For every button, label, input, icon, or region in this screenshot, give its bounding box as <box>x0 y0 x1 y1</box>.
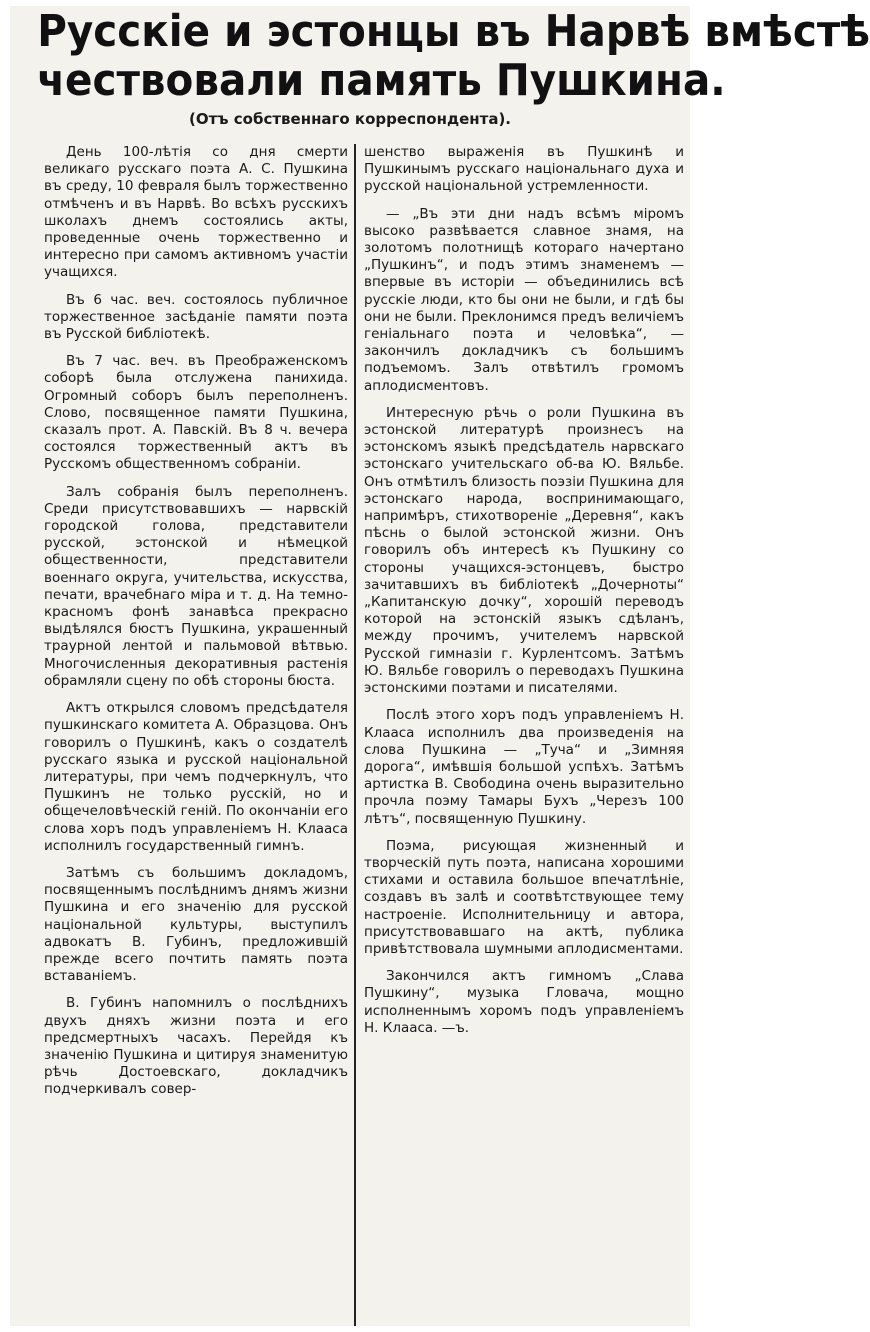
paragraph: День 100-лѣтія со дня смерти великаго русскаго поэта А. С. Пушкина въ среду, 10 февраля былъ торжественно отмѣченъ и въ Нарвѣ. Во всѣхъ русскихъ школахъ днемъ состоялись акты, проведенные очень торжественно и интересно при самомъ активномъ участіи учащихся. <box>44 144 348 281</box>
paragraph: — „Въ эти дни надъ всѣмъ міромъ высоко развѣвается славное знамя, на золотомъ полотнищѣ котораго начертано „Пушкинъ“, и подъ этимъ знаменемъ — впервые въ исторіи — объединились всѣ русскіе люди, кто бы они не были, и гдѣ бы они не были. Преклонимся предъ величіемъ геніальнаго поэта и человѣка“, — закончилъ докладчикъ съ большимъ подъемомъ. Залъ отвѣтилъ громомъ аплодисментовъ. <box>364 205 684 394</box>
paragraph: Въ 6 час. веч. состоялось публичное торжественное засѣданіе памяти поэта въ Русской библіотекѣ. <box>44 291 348 343</box>
newspaper-clipping <box>10 6 870 1326</box>
paragraph: Закончился актъ гимномъ „Слава Пушкину“, музыка Гловача, мощно исполненнымъ хоромъ подъ управленіемъ Н. Клааса. —ъ. <box>364 968 684 1036</box>
paragraph: шенство выраженія въ Пушкинѣ и Пушкинымъ русскаго національнаго духа и русской національной устремленности. <box>364 144 684 195</box>
headline-line-1: Русскіе и эстонцы въ Нарвѣ вмѣстѣ <box>37 6 870 57</box>
paragraph: Актъ открылся словомъ предсѣдателя пушкинскаго комитета А. Образцова. Онъ говорилъ о Пушкинѣ, какъ о создателѣ русскаго языка и русской національной литературы, при чемъ подчеркнулъ, что Пушкинъ не только русскій, но и общечеловѣческій геній. По окончаніи его слова хоръ подъ управленіемъ Н. Клааса исполнилъ государственный гимнъ. <box>44 700 348 854</box>
paragraph: Поэма, рисующая жизненный и творческій путь поэта, написана хорошими стихами и оставила большое впечатлѣніе, создавъ въ залѣ и соотвѣтствующее тему настроеніе. Исполнительницу и автора, присутствовавшаго на актѣ, публика привѣтствовала шумными аплодисментами. <box>364 837 684 957</box>
paragraph: Интересную рѣчь о роли Пушкина въ эстонской литературѣ произнесъ на эстонскомъ языкѣ предсѣдатель нарвскаго эстонскаго учительскаго об-ва Ю. Вяльбе. Онъ отмѣтилъ близость поэзіи Пушкина для эстонскаго народа, воспринимающаго, напримѣръ, стихотвореніе „Деревня“, какъ пѣснь о былой эстонской жизни. Онъ говорилъ объ интересѣ къ Пушкину со стороны учащихся-эстонцевъ, быстро зачитавшихъ въ библіотекѣ „Дочерноты“ „Капитанскую дочку“, хорошій переводъ которой на эстонскій языкъ сдѣланъ, между прочимъ, учителемъ нарвской Русской гимназіи г. Курлентсомъ. Затѣмъ Ю. Вяльбе говорилъ о переводахъ Пушкина эстонскими поэтами и писателями. <box>364 404 684 697</box>
paragraph: Послѣ этого хоръ подъ управленіемъ Н. Клааса исполнилъ два произведенія на слова Пушкина — „Туча“ и „Зимняя дорога“, имѣвшія большой успѣхъ. Затѣмъ артистка В. Свободина очень выразительно прочла поэму Тамары Бухъ „Черезъ 100 лѣтъ“, посвященную Пушкину. <box>364 707 684 827</box>
byline: (Отъ собственнаго корреспондента). <box>188 110 511 128</box>
article-body <box>10 144 690 1326</box>
column-divider <box>354 144 356 1326</box>
paragraph: Затѣмъ съ большимъ докладомъ, посвященнымъ послѣднимъ днямъ жизни Пушкина и его значенію для русской національной культуры, выступилъ адвокатъ В. Губинъ, предложившій прежде всего почтить память поэта вставаніемъ. <box>44 864 348 985</box>
paragraph: В. Губинъ напомнилъ о послѣднихъ двухъ дняхъ жизни поэта и его предсмертныхъ часахъ. Перейдя къ значенію Пушкина и цитируя знаменитую рѣчь Достоевскаго, докладчикъ подчеркивалъ совер- <box>44 995 348 1098</box>
paragraph: Въ 7 час. веч. въ Преображенскомъ соборѣ была отслужена панихида. Огромный соборъ былъ переполненъ. Слово, посвященное памяти Пушкина, сказалъ прот. А. Павскій. Въ 8 ч. вечера состоялся торжественный актъ въ Русскомъ общественномъ собраніи. <box>44 353 348 473</box>
right-column <box>364 144 684 1326</box>
left-column <box>44 144 348 1326</box>
paragraph: Залъ собранія былъ переполненъ. Среди присутствовавшихъ — нарвскій городской голова, представители русской, эстонской и нѣмецкой общественности, представители военнаго округа, учительства, искусства, печати, врачебнаго міра и т. д. На темно-красномъ фонѣ занавѣса прекрасно выдѣлялся бюстъ Пушкина, украшенный траурной лентой и пальмовой вѣтвью. Многочисленныя декоративныя растенія обрамляли сцену по обѣ стороны бюста. <box>44 483 348 689</box>
headline-line-2: чествовали память Пушкина. <box>37 55 726 106</box>
